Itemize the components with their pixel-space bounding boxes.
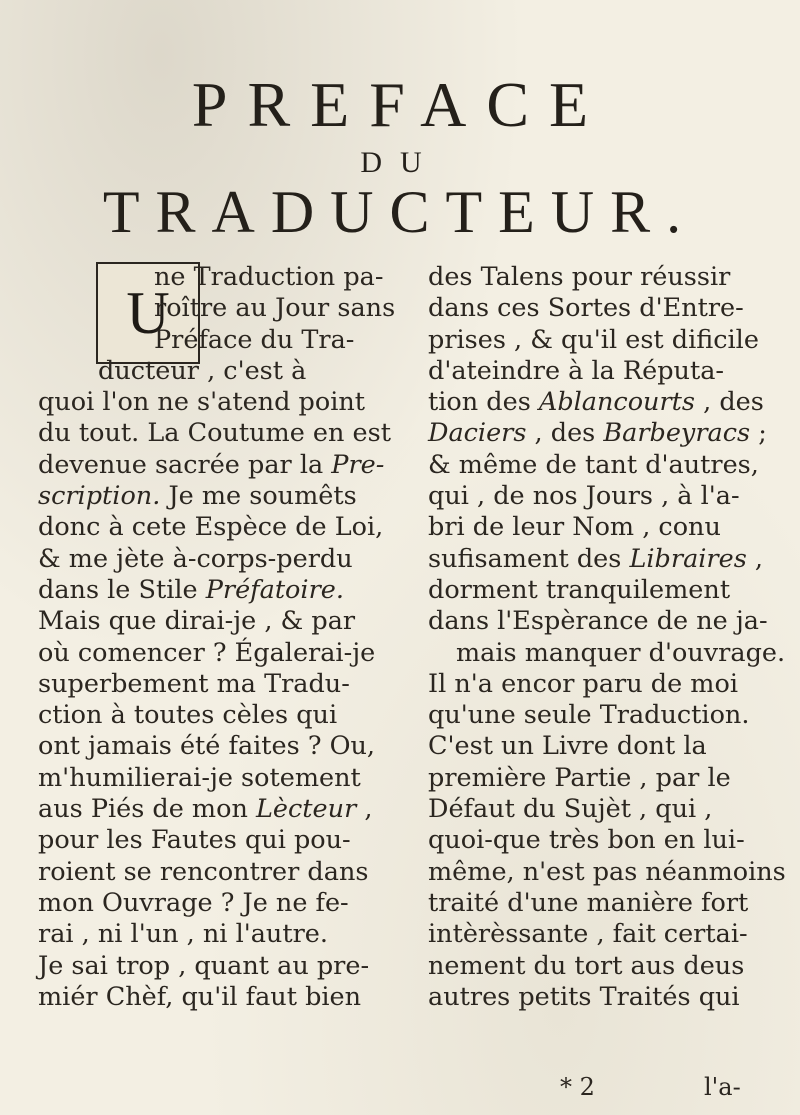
text-line: ne Traduction pa- [154, 262, 384, 292]
text-line: quoi-que très bon en lui- [428, 825, 745, 856]
text-line: m'humilierai-je sotement [38, 762, 361, 793]
text-line: dans ces Sortes d'Entre- [428, 293, 744, 324]
text-line: ducteur , c'est à [98, 355, 307, 386]
text-line: ction à toutes cèles qui [38, 700, 338, 731]
text-line: autres petits Traités qui [428, 981, 740, 1012]
text-line: donc à cete Espèce de Loi, [38, 512, 384, 543]
text-line: prises , & qu'il est dificile [428, 324, 759, 355]
text-line: Mais que dirai-je , & par [38, 606, 356, 637]
text-line: Je sai trop , quant au pre- [38, 950, 370, 981]
text-line: traité d'une manière fort [428, 887, 749, 918]
text-line: qu'une seule Traduction. [428, 700, 750, 731]
text-line: même, n'est pas néanmoins [428, 856, 786, 887]
text-line: Défaut du Sujèt , qui , [428, 794, 713, 825]
text-line: aus Piés de mon Lècteur , [38, 794, 373, 825]
text-line: & me jète à-corps-perdu [38, 543, 353, 574]
signature-mark: * 2 [560, 1073, 595, 1101]
text-line: du tout. La Coutume en est [38, 418, 391, 449]
text-line: rai , ni l'un , ni l'autre. [38, 919, 328, 950]
text-line: superbement ma Tradu- [38, 668, 350, 699]
text-line: première Partie , par le [428, 762, 731, 793]
initial-letter: U [126, 279, 170, 346]
text-line: des Talens pour réussir [428, 262, 731, 292]
text-line: roître au Jour sans [154, 293, 396, 324]
text-line: devenue sacrée par la Pre- [38, 449, 385, 480]
text-line: Daciers , des Barbeyracs ; [428, 418, 767, 449]
left-column [38, 262, 398, 1013]
right-column [428, 262, 786, 1013]
text-line: dans l'Espèrance de ne ja- [428, 606, 768, 637]
text-line: tion des Ablancourts , des [428, 387, 764, 418]
text-line: dans le Stile Préfatoire. [38, 574, 344, 605]
text-line: quoi l'on ne s'atend point [38, 387, 366, 418]
text-line: où comencer ? Égalerai-je [38, 637, 376, 668]
text-line: mon Ouvrage ? Je ne fe- [38, 887, 349, 918]
text-line: qui , de nos Jours , à l'a- [428, 481, 740, 512]
text-line: bri de leur Nom , conu [428, 512, 721, 543]
text-line: scription. Je me soumêts [38, 481, 357, 512]
text-line: sufisament des Libraires , [428, 543, 764, 574]
heading-du: DU [360, 146, 440, 179]
text-line: mais manquer d'ouvrage. [456, 637, 786, 668]
text-line: intèrèssante , fait certai- [428, 919, 748, 950]
catchword: l'a- [704, 1073, 741, 1101]
text-line: nement du tort aus deus [428, 950, 745, 981]
text-line: ont jamais été faites ? Ou, [38, 731, 376, 762]
text-line: C'est un Livre dont la [428, 731, 707, 762]
heading-preface: PREFACE [191, 69, 609, 140]
text-line: d'ateindre à la Réputa- [428, 355, 725, 386]
text-line: Il n'a encor paru de moi [428, 668, 738, 699]
text-line: roient se rencontrer dans [38, 856, 369, 887]
text-line: miér Chèf, qu'il faut bien [38, 981, 362, 1012]
text-line: dorment tranquilement [428, 574, 731, 605]
text-line: pour les Fautes qui pou- [38, 825, 351, 856]
text-line: Préface du Tra- [154, 324, 355, 355]
text-line: & même de tant d'autres, [428, 449, 759, 480]
heading-traducteur: TRADUCTEUR. [102, 179, 698, 245]
